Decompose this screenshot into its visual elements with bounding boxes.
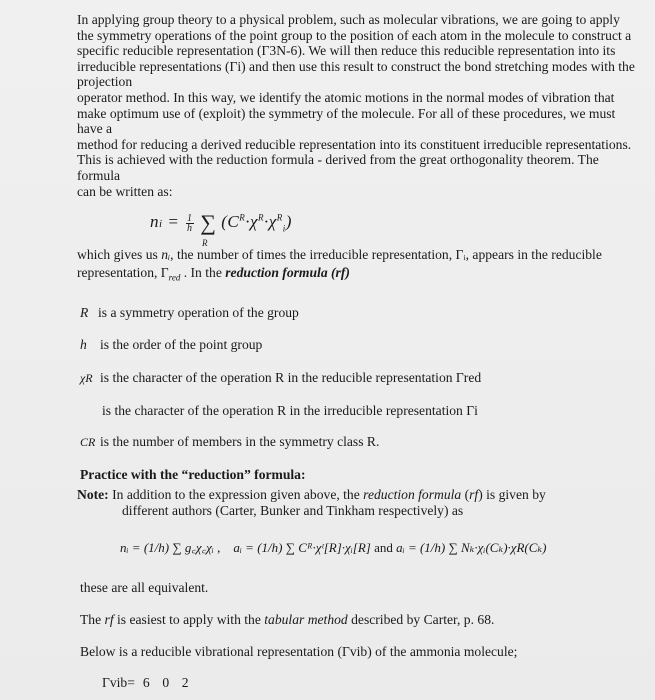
definition-row (80, 434, 379, 450)
note-block (77, 487, 637, 519)
gamma-vib-value: 0 (162, 675, 170, 690)
text-span: . In the (180, 265, 226, 280)
text-sub: red (168, 272, 181, 283)
equivalent-line: these are all equivalent. (80, 580, 209, 595)
formula-close: ) (285, 211, 292, 231)
formula-tinkham: aᵢ = (1/h) ∑ Nₖ·χᵢ(Cₖ)·χR(Cₖ) (396, 540, 547, 555)
intro-line: This is achieved with the reduction formula - derived from the great orthogonality theorem. The (77, 152, 599, 168)
text-span: rf (104, 612, 114, 627)
definition-text: is the order of the point group (100, 337, 263, 352)
text-span: described by Carter, p. 68. (347, 612, 495, 627)
text-span: is easiest to apply with the (113, 612, 265, 627)
text-span: In addition to the expression given above, the (112, 487, 364, 502)
definition-symbol: R (80, 305, 89, 320)
formula-bunker: aᵢ = (1/h) ∑ Cᴿ·χᵗ[R]·χᵢ[R] (233, 540, 371, 555)
text-span: ) is given by (478, 487, 546, 502)
gamma-vib-row (102, 675, 193, 691)
intro-line: specific reducible representation (Γ3N-6). We will then reduce this reducible representation into its (77, 43, 616, 59)
formula-sup: R (276, 212, 283, 223)
reduction-formula (150, 210, 292, 248)
text-span: reduction formula (363, 487, 462, 502)
practice-heading: Practice with the “reduction” formula: (80, 467, 306, 482)
definition-symbol: χR (80, 371, 93, 385)
note-label: Note: (77, 487, 109, 502)
formula-sup: R (257, 212, 264, 223)
definition-text: is the number of members in the symmetry class R. (100, 434, 380, 449)
formula-lhs: n (150, 211, 159, 231)
alt-formulas-row: nᵢ = (1/h) ∑ g꜀χ꜀χᵢ , aᵢ = (1/h) ∑ Cᴿ·χᵗ[R]·χᵢ[R] and aᵢ = (1/h) ∑ Nₖ·χᵢ(Cₖ)·χR(Cₖ) (120, 540, 547, 555)
definition-row (80, 337, 262, 353)
note-line-1 (77, 487, 637, 503)
intro-line: operator method. In this way, we identify the atomic motions in the normal modes of vibration that (77, 89, 615, 105)
intro-line: projection (77, 74, 133, 90)
intro-line: In applying group theory to a physical problem, such as molecular vibrations, we are going to apply (77, 12, 620, 27)
formula-body: (C (221, 211, 240, 231)
note-line-2: different authors (Carter, Bunker and Tinkham respectively) as (122, 503, 464, 518)
reduction-line-1 (77, 247, 602, 263)
formula-sup: R (239, 212, 246, 223)
definition-symbol: CR (80, 435, 96, 449)
gamma-vib-label: Γvib= (102, 675, 135, 690)
definition-text: is the character of the operation R in the irreducible representation Γi (102, 403, 478, 418)
sigma-symbol: ∑ (200, 210, 217, 235)
intro-line: the symmetry operations of the point group to the position of each atom in the molecule to construct a (77, 27, 632, 43)
intro-line: have a (77, 121, 113, 137)
formula-and: and (374, 540, 393, 555)
intro-line: method for reducing a derived reducible representation into its constituent irreducible representations. (77, 136, 632, 152)
formula-chi: ·χ (245, 211, 258, 231)
text-span: tabular method (264, 612, 348, 627)
definition-text: is a symmetry operation of the group (98, 305, 299, 320)
text-span: The (80, 612, 105, 627)
gamma-vib-value: 6 (142, 675, 150, 690)
gamma-vib-value: 2 (181, 675, 189, 690)
text-span: rf (469, 487, 479, 502)
formula-fraction: $\frac{1}{h}$ (187, 212, 193, 234)
intro-line: irreducible representations (Γi) and then use this result to construct the bond stretching modes with the (77, 58, 635, 74)
intro-line: make optimum use of (exploit) the symmetry of the molecule. For all of these procedures, we must (77, 105, 616, 121)
intro-paragraph (77, 12, 642, 199)
intro-line: formula (77, 167, 121, 183)
rf-line (80, 612, 494, 628)
reduction-line-2 (77, 265, 350, 286)
definition-text: is the character of the operation R in the reducible representation Γred (100, 370, 482, 385)
definition-symbol: h (80, 337, 87, 352)
formula-sub: i (282, 223, 286, 234)
text-span: reduction formula (rf) (225, 265, 350, 280)
text-span: representation, Γ (77, 265, 169, 280)
ammonia-line: Below is a reducible vibrational representation (Γvib) of the ammonia molecule; (80, 644, 518, 659)
definition-row (80, 370, 481, 386)
text-span: ( (461, 487, 470, 502)
formula-carter: nᵢ = (1/h) ∑ g꜀χ꜀χᵢ (120, 540, 214, 555)
definition-row (102, 403, 478, 419)
intro-line: can be written as: (77, 183, 173, 199)
formula-lhs-sub: i (159, 217, 163, 230)
sigma-index: R (202, 238, 208, 248)
formula-equals: = (167, 211, 180, 231)
text-span: , the number of times the irreducible representation, Γᵢ, appears in the reducible (170, 247, 602, 262)
definition-row (80, 305, 299, 321)
text-span: which gives us (77, 247, 162, 262)
formula-chi: ·χ (263, 211, 277, 231)
text-span: nᵢ (161, 247, 171, 262)
